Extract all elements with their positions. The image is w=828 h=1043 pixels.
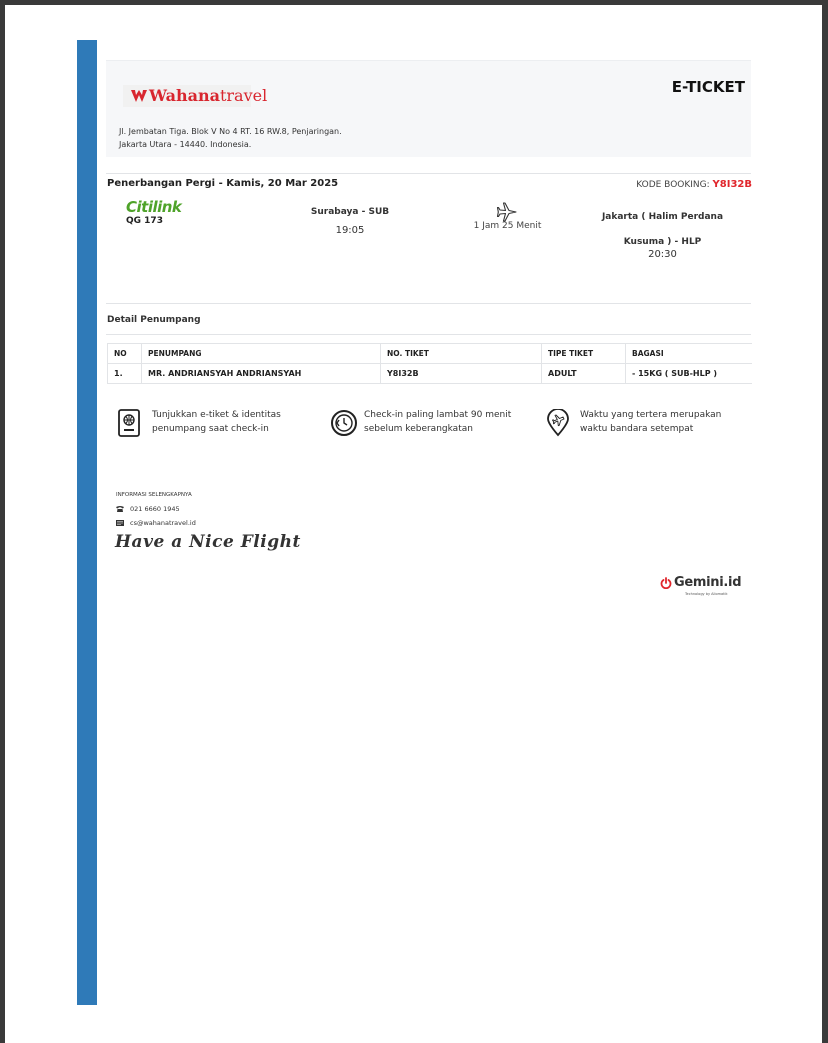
divider xyxy=(106,173,751,174)
phone-number: 021 6660 1945 xyxy=(130,505,180,513)
note-checkin xyxy=(330,405,530,445)
table-cell: MR. ANDRIANSYAH ANDRIANSYAH xyxy=(142,364,381,384)
tagline: Have a Nice Flight xyxy=(115,532,301,552)
address-line-1: Jl. Jembatan Tiga. Blok V No 4 RT. 16 RW.8, Penjaringan. xyxy=(119,127,342,136)
column-header: BAGASI xyxy=(626,344,753,364)
departure-city: Surabaya - SUB xyxy=(310,207,390,217)
flight-section-title: Penerbangan Pergi - Kamis, 20 Mar 2025 xyxy=(107,178,339,189)
arrival-city-line-2: Kusuma ) - HLP xyxy=(623,237,702,247)
note-passport xyxy=(118,405,318,445)
divider xyxy=(106,303,751,304)
table-cell: ADULT xyxy=(542,364,626,384)
passport-icon xyxy=(118,409,140,437)
passenger-section-title: Detail Penumpang xyxy=(107,315,201,325)
table-cell: - 15KG ( SUB-HLP ) xyxy=(626,364,753,384)
booking-label: KODE BOOKING: xyxy=(636,180,710,190)
arrival-city-line-1: Jakarta ( Halim Perdana xyxy=(601,212,724,222)
note-local-time xyxy=(546,405,746,445)
brand-name: Gemini.id xyxy=(674,575,742,590)
column-header: NO xyxy=(108,344,142,364)
note-line: waktu bandara setempat xyxy=(580,424,694,434)
booking-code-value: Y8I32B xyxy=(712,179,752,190)
note-line: Waktu yang tertera merupakan xyxy=(580,410,722,420)
passenger-table xyxy=(107,343,752,384)
column-header: TIPE TIKET xyxy=(542,344,626,364)
ticket-page xyxy=(5,5,822,1043)
location-plane-icon xyxy=(546,409,570,437)
column-header: PENUMPANG xyxy=(142,344,381,364)
airline-logo: Citilink xyxy=(126,198,182,216)
arrival-city xyxy=(600,205,725,255)
company-address xyxy=(119,125,342,151)
table-row xyxy=(108,364,753,384)
document-title: E-TICKET xyxy=(671,78,745,96)
note-line: Check-in paling lambat 90 menit xyxy=(364,410,512,420)
power-icon xyxy=(660,577,672,589)
column-header: NO. TIKET xyxy=(381,344,542,364)
contact-phone xyxy=(116,505,180,513)
logo-wordmark: Wahanatravel xyxy=(149,86,268,105)
clock-icon xyxy=(330,409,358,437)
company-logo xyxy=(123,85,268,107)
table-cell: 1. xyxy=(108,364,142,384)
note-line: penumpang saat check-in xyxy=(152,424,269,434)
booking-code xyxy=(636,179,752,190)
wahana-logo-icon xyxy=(130,88,148,104)
contact-heading: INFORMASI SELENGKAPNYA xyxy=(116,492,192,498)
flight-number: QG 173 xyxy=(126,216,163,226)
email-icon xyxy=(116,520,124,526)
table-header-row xyxy=(108,344,753,364)
brand-subtitle: Technology by Aliomatik xyxy=(685,592,728,596)
arrival-time: 20:30 xyxy=(648,249,677,260)
table-cell: Y8I32B xyxy=(381,364,542,384)
accent-bar xyxy=(77,40,97,1005)
ticket-header xyxy=(106,60,751,157)
contact-email xyxy=(116,519,196,527)
phone-icon xyxy=(116,506,124,512)
note-line: Tunjukkan e-tiket & identitas xyxy=(152,410,281,420)
email-address: cs@wahanatravel.id xyxy=(130,519,196,527)
divider xyxy=(106,334,751,335)
flight-duration: 1 Jam 25 Menit xyxy=(473,221,542,231)
address-line-2: Jakarta Utara - 14440. Indonesia. xyxy=(119,140,252,149)
departure-time: 19:05 xyxy=(335,225,365,236)
note-line: sebelum keberangkatan xyxy=(364,424,473,434)
